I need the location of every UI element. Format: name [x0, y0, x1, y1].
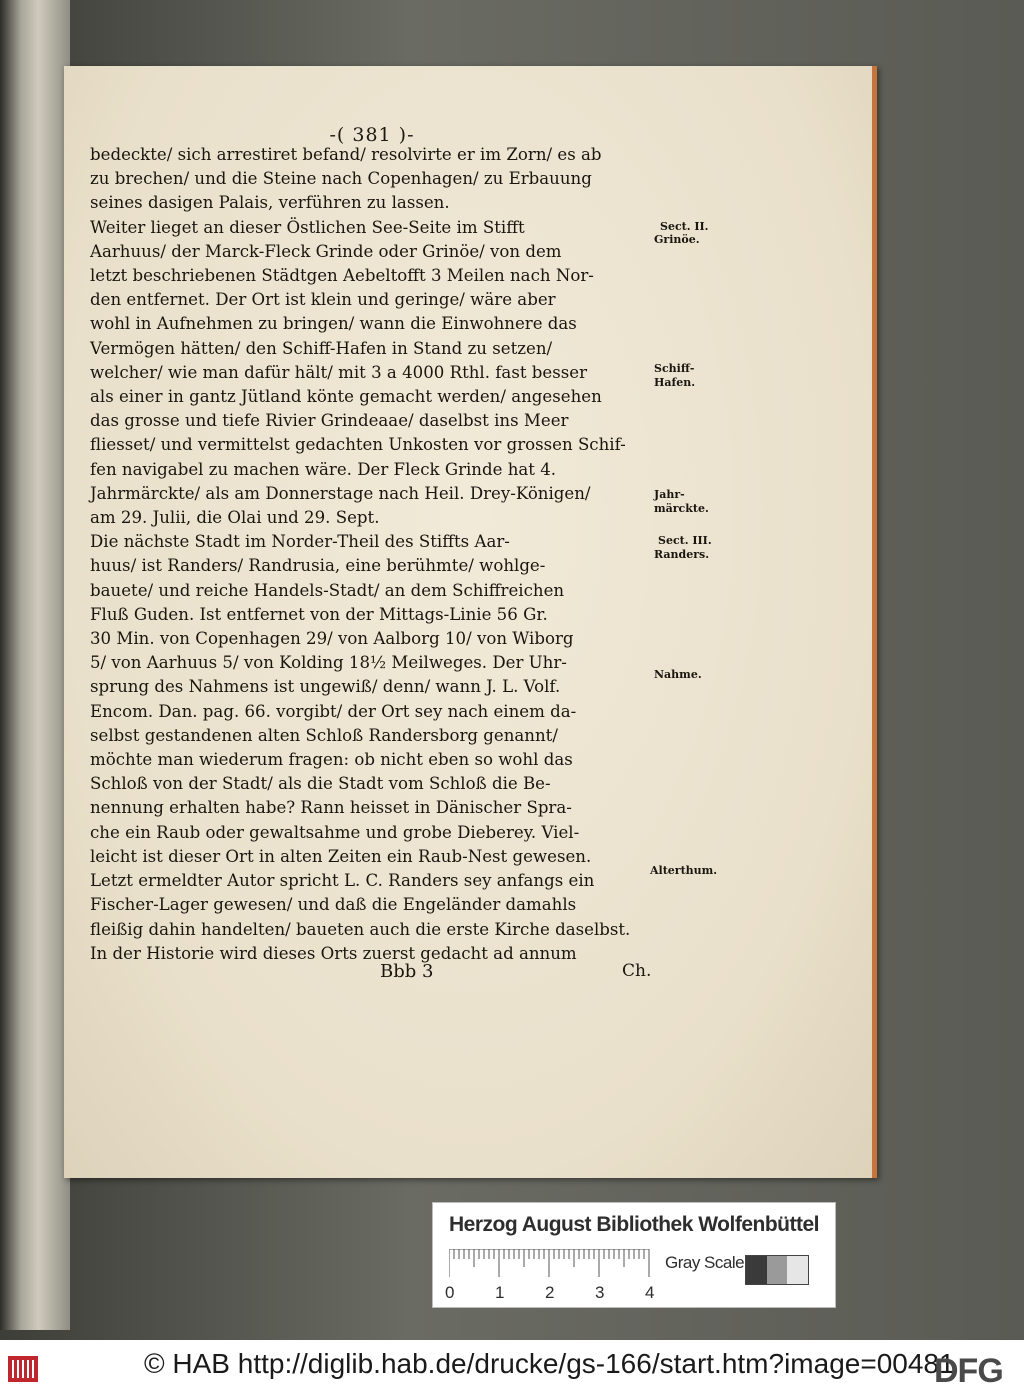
text-line: Aarhuus/ der Marck-Fleck Grinde oder Grinöe/ von dem — [90, 241, 562, 261]
text-line: che ein Raub oder gewaltsahme und grobe Dieberey. Viel- — [90, 822, 580, 842]
text-line: 5/ von Aarhuus 5/ von Kolding 18½ Meilweges. Der Uhr- — [90, 653, 567, 673]
margin-note-sect2: Sect. II. — [660, 220, 709, 233]
text-line: Jahrmärckte/ als am Donnerstage nach Heil. Drey-Königen/ — [90, 483, 591, 503]
text-line: In der Historie wird dieses Orts zuerst gedacht ad annum — [90, 943, 577, 963]
text-line: huus/ ist Randers/ Randrusia, eine berühmte/ wohlge- — [90, 556, 546, 576]
text-line: wohl in Aufnehmen zu bringen/ wann die Einwohnere das — [90, 314, 577, 334]
text-line: Fluß Guden. Ist entfernet von der Mittags-Linie 56 Gr. — [90, 604, 548, 624]
margin-note-hafen: Hafen. — [654, 376, 696, 389]
text-line: Encom. Dan. pag. 66. vorgibt/ der Ort sey nach einem da- — [90, 701, 577, 721]
ruler-label-4: 4 — [645, 1283, 655, 1302]
margin-note-maerckte: märckte. — [654, 502, 709, 515]
text-line: welcher/ wie man dafür hält/ mit 3 a 4000 Rthl. fast besser — [90, 362, 588, 382]
margin-note-nahme: Nahme. — [654, 668, 702, 681]
hab-logo-icon — [8, 1356, 38, 1382]
text-line: Fischer-Lager gewesen/ und daß die Engeländer damahls — [90, 895, 577, 915]
text-line: als einer in gantz Jütland könte gemacht werden/ angesehen — [90, 387, 602, 407]
text-line: seines dasigen Palais, verführen zu lassen. — [90, 193, 450, 213]
text-line: das grosse und tiefe Rivier Grindeaae/ daselbst ins Meer — [90, 411, 569, 431]
previous-page-edge — [0, 0, 70, 1330]
page-number-header: -( 381 )- — [329, 124, 415, 146]
text-line: bedeckte/ sich arrestiret befand/ resolvirte er im Zorn/ es ab — [90, 145, 602, 164]
margin-note-randers: Randers. — [654, 548, 710, 561]
text-line: bauete/ und reiche Handels-Stadt/ an dem Schiffreichen — [90, 580, 565, 600]
text-line: letzt beschriebenen Städtgen Aebeltofft 3 Meilen nach Nor- — [90, 266, 594, 286]
gray-scale-swatch — [745, 1255, 809, 1285]
ruler-label-1: 1 — [495, 1283, 505, 1302]
catchword: Ch. — [622, 961, 652, 981]
dfg-logo: DFG — [934, 1352, 1003, 1390]
viewer-footer — [0, 1340, 1024, 1397]
text-line: fleißig dahin handelten/ baueten auch die erste Kirche daselbst. — [90, 919, 631, 939]
margin-note-schiff: Schiff- — [654, 362, 695, 375]
text-line: Die nächste Stadt im Norder-Theil des Stiffts Aar- — [90, 532, 510, 552]
text-line: möchte man wiederum fragen: ob nicht eben so wohl das — [90, 750, 573, 770]
text-line: 30 Min. von Copenhagen 29/ von Aalborg 10/ von Wiborg — [90, 629, 574, 649]
text-line: fen navigabel zu machen wäre. Der Fleck Grinde hat 4. — [90, 459, 557, 479]
page-body-text — [90, 143, 650, 966]
margin-note-sect3: Sect. III. — [658, 534, 712, 547]
ruler-label-0: 0 — [445, 1283, 455, 1302]
margin-note-alterthum: Alterthum. — [650, 864, 718, 877]
text-line: selbst gestandenen alten Schloß Randersborg genannt/ — [90, 725, 558, 745]
text-line: Vermögen hätten/ den Schiff-Hafen in Stand zu setzen/ — [90, 338, 553, 358]
gray-scale-label: Gray Scale — [665, 1253, 745, 1272]
text-line: Schloß von der Stadt/ als die Stadt vom Schloß die Be- — [90, 774, 551, 794]
text-line: sprung des Nahmens ist ungewiß/ denn/ wann J. L. Volf. — [90, 677, 561, 697]
text-line: fliesset/ und vermittelst gedachten Unkosten vor grossen Schif- — [90, 435, 626, 455]
text-line: nennung erhalten habe? Rann heisset in Dänischer Spra- — [90, 798, 572, 818]
copyright-link[interactable]: © HAB http://diglib.hab.de/drucke/gs-166/start.htm?image=00481 — [144, 1348, 955, 1379]
ruler-scale — [449, 1249, 659, 1281]
signature-mark: Bbb 3 — [380, 961, 434, 982]
text-line: leicht ist dieser Ort in alten Zeiten ein Raub-Nest gewesen. — [90, 846, 592, 866]
margin-note-jahr: Jahr- — [654, 488, 685, 501]
colorbar-title: Herzog August Bibliothek Wolfenbüttel — [449, 1213, 819, 1236]
margin-note-grinoe: Grinöe. — [654, 233, 700, 246]
text-line: Weiter lieget an dieser Östlichen See-Seite im Stifft — [90, 217, 525, 237]
text-line: zu brechen/ und die Steine nach Copenhagen/ zu Erbauung — [90, 169, 592, 189]
ruler-label-3: 3 — [595, 1283, 605, 1302]
ruler-label-2: 2 — [545, 1283, 555, 1302]
text-line: Letzt ermeldter Autor spricht L. C. Randers sey anfangs ein — [90, 871, 595, 891]
text-line: am 29. Julii, die Olai und 29. Sept. — [90, 508, 380, 528]
text-line: den entfernet. Der Ort ist klein und geringe/ wäre aber — [90, 290, 556, 310]
color-calibration-bar — [432, 1202, 836, 1308]
